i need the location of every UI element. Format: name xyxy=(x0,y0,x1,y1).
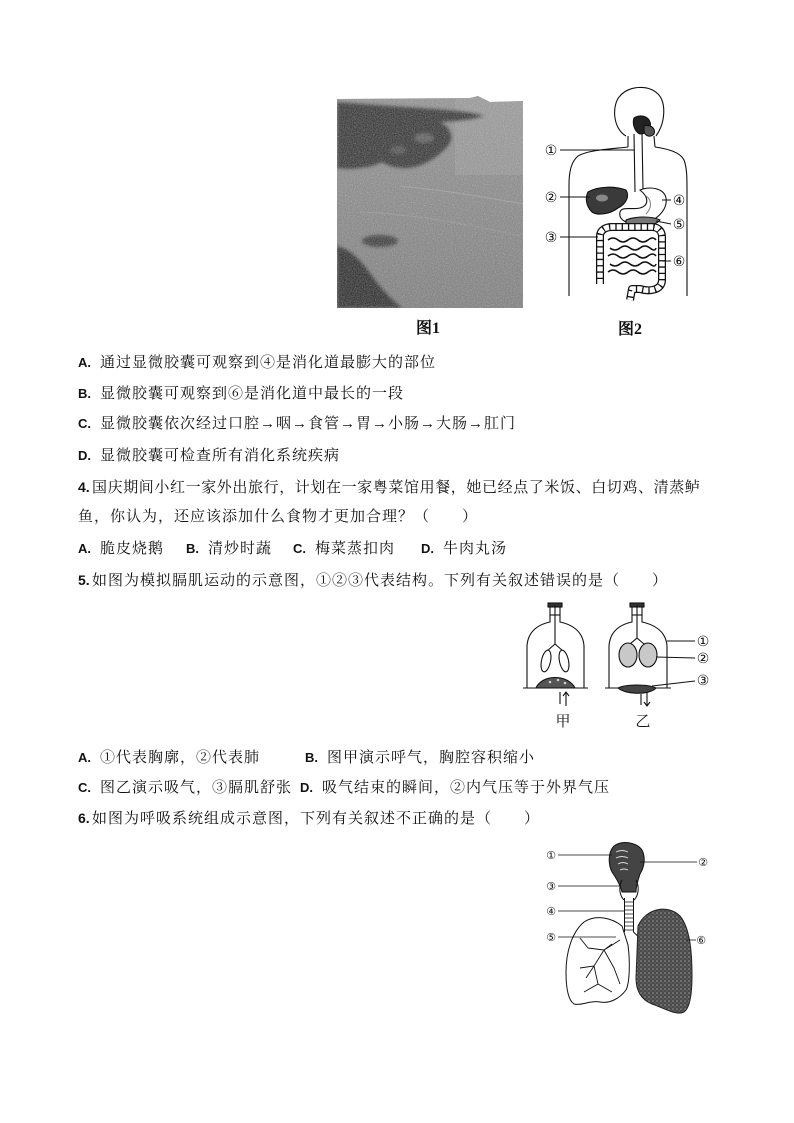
q4-option-c xyxy=(293,539,395,559)
respiratory-system-diagram xyxy=(558,843,697,1014)
label-leader-lines xyxy=(652,641,695,686)
label-3: ③ xyxy=(544,230,558,246)
option-text: 显微胶囊依次经过口腔→咽→食管→胃→小肠→大肠→肛门 xyxy=(100,416,517,432)
q5-option-c xyxy=(78,778,292,798)
option-letter: C. xyxy=(78,780,91,795)
balloon-right xyxy=(557,649,570,672)
arrow-up-icon xyxy=(560,692,569,706)
option-text: 吸气结束的瞬间，②内气压等于外界气压 xyxy=(322,780,611,796)
arrow-down-icon xyxy=(641,692,650,706)
digestive-system-diagram xyxy=(560,87,687,300)
option-text: 显微胶囊可检查所有消化系统疾病 xyxy=(100,448,341,464)
bell-jar-jia xyxy=(523,603,588,706)
left-lung xyxy=(566,918,629,1005)
balloon-left xyxy=(619,643,637,667)
question-stem: 国庆期间小红一家外出旅行，计划在一家粤菜馆用餐，她已经点了米饭、白切鸡、清蒸鲈 xyxy=(92,480,701,496)
option-text: 梅菜蒸扣肉 xyxy=(315,541,396,557)
option-letter: A. xyxy=(78,541,91,556)
label-6: ⑥ xyxy=(672,254,686,270)
trachea xyxy=(625,898,634,932)
label-1: ① xyxy=(546,849,556,862)
label-4: ④ xyxy=(546,905,556,918)
trachea-tube xyxy=(547,605,563,651)
option-text: 图乙演示吸气，③膈肌舒张 xyxy=(100,780,293,796)
question-stem: 鱼，你认为，还应该添加什么食物才更加合理？（ ） xyxy=(78,509,479,525)
caption-jia: 甲 xyxy=(555,712,571,730)
option-letter: A. xyxy=(78,355,91,370)
small-intestine xyxy=(608,238,656,274)
option-letter: D. xyxy=(78,448,91,463)
label-6: ⑥ xyxy=(696,934,706,947)
option-letter: C. xyxy=(293,541,306,556)
option-a xyxy=(78,353,436,373)
q5-option-b xyxy=(305,748,535,768)
label-1: ① xyxy=(696,634,710,650)
neck-outline xyxy=(628,136,655,147)
option-text: 显微胶囊可观察到⑥是消化道中最长的一段 xyxy=(100,386,405,402)
esophagus xyxy=(634,134,643,192)
label-5: ⑤ xyxy=(672,217,686,233)
question-5-stem xyxy=(78,570,668,590)
nasal-cavity xyxy=(609,843,644,892)
label-2: ② xyxy=(696,651,710,667)
label-3: ③ xyxy=(546,880,556,893)
q4-option-d xyxy=(421,539,507,559)
balloon-right xyxy=(639,643,657,667)
question-number: 6. xyxy=(78,810,90,826)
option-text: 牛肉丸汤 xyxy=(443,541,508,557)
rubber-membrane xyxy=(536,678,575,689)
option-letter: B. xyxy=(186,541,199,556)
option-text: 图甲演示呼气，胸腔容积缩小 xyxy=(327,750,536,766)
figure-1-caption: 图1 xyxy=(415,320,441,337)
rubber-membrane xyxy=(618,685,656,693)
microscope-capsule-photo xyxy=(337,95,523,310)
label-5: ⑤ xyxy=(546,931,556,944)
option-letter: B. xyxy=(305,750,318,765)
question-number: 4. xyxy=(78,479,90,495)
option-letter: B. xyxy=(78,386,91,401)
label-3: ③ xyxy=(696,673,710,689)
label-4: ④ xyxy=(672,193,686,209)
option-c xyxy=(78,414,516,434)
label-2: ② xyxy=(698,856,708,869)
question-4-stem-line-1 xyxy=(78,477,700,497)
option-text: 清炒时蔬 xyxy=(208,541,273,557)
balloon-left xyxy=(539,649,552,672)
right-lung xyxy=(636,909,692,1013)
question-stem: 如图为模拟膈肌运动的示意图，①②③代表结构。下列有关叙述错误的是（ ） xyxy=(92,573,669,589)
q4-option-b xyxy=(186,539,272,559)
q4-option-a xyxy=(78,539,164,559)
q5-option-d xyxy=(300,778,610,798)
option-text: ①代表胸廓，②代表肺 xyxy=(100,750,261,766)
bell-jar-yi xyxy=(605,603,695,706)
option-letter: A. xyxy=(78,750,91,765)
option-text: 通过显微胶囊可观察到④是消化道最膨大的部位 xyxy=(100,355,437,371)
option-d xyxy=(78,446,340,466)
question-4-stem-line-2 xyxy=(78,507,478,527)
caption-yi: 乙 xyxy=(635,712,651,730)
figure-2-caption: 图2 xyxy=(617,321,643,338)
option-letter: D. xyxy=(421,541,434,556)
option-b xyxy=(78,384,404,404)
question-number: 5. xyxy=(78,572,90,588)
question-stem: 如图为呼吸系统组成示意图，下列有关叙述不正确的是（ ） xyxy=(92,811,541,827)
label-1: ① xyxy=(544,143,558,159)
question-6-stem xyxy=(78,808,540,828)
bell-jar-labels xyxy=(697,634,710,689)
option-letter: D. xyxy=(300,780,313,795)
jar-wall xyxy=(609,615,667,688)
label-2: ② xyxy=(544,190,558,206)
q5-option-a xyxy=(78,748,260,768)
option-text: 脆皮烧鹅 xyxy=(100,541,165,557)
option-letter: C. xyxy=(78,416,91,431)
